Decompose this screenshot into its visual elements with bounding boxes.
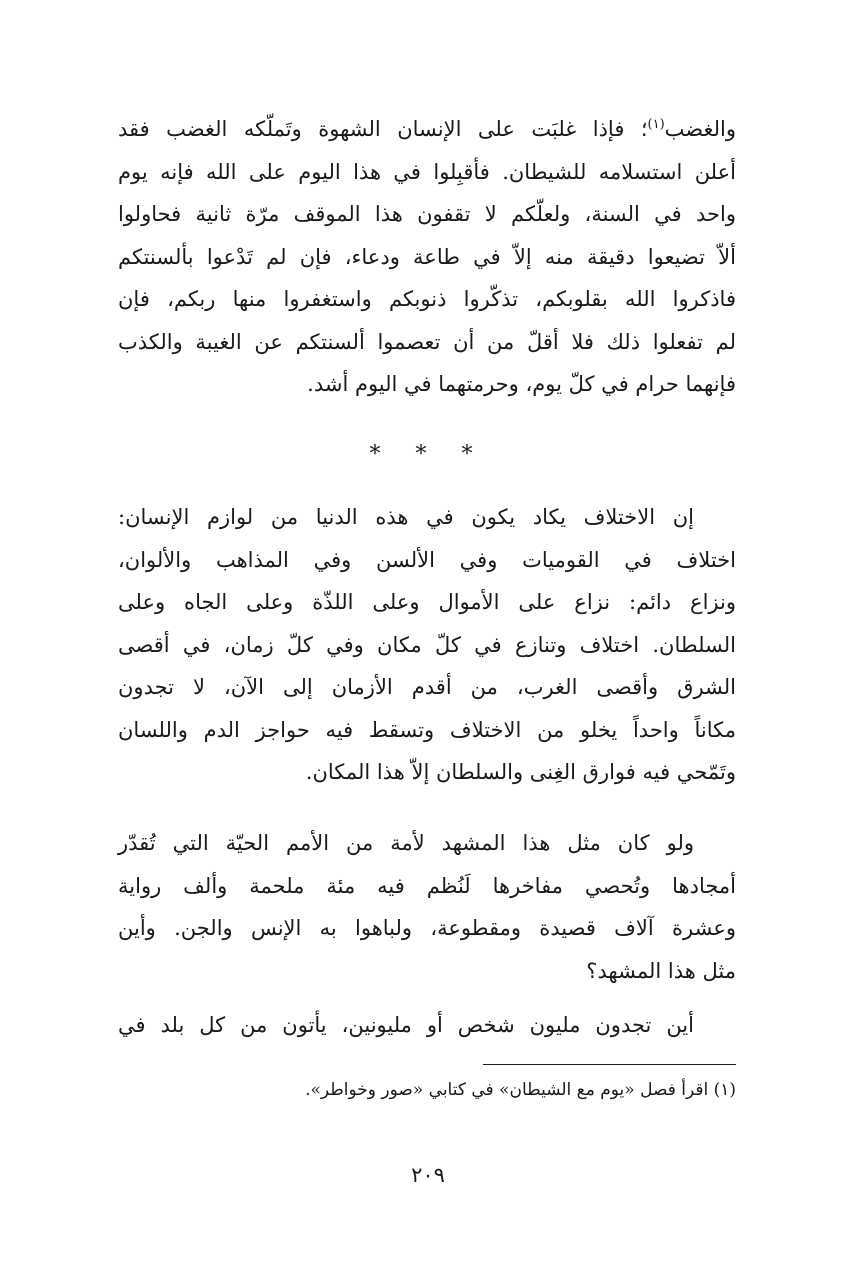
paragraph-3-line: وعشرة آلاف قصيدة ومقطوعة، ولباهوا به الإنس والجن. وأين bbox=[118, 916, 736, 940]
paragraph-2-line: ونزاع دائم: نزاع على الأموال وعلى اللذّة وعلى الجاه وعلى bbox=[118, 590, 736, 614]
paragraph-2-line: مكاناً واحداً يخلو من الاختلاف وتسقط فيه حواجز الدم واللسان bbox=[118, 717, 736, 742]
paragraph-2-line: وتَمّحي فيه فوارق الغِنى والسلطان إلاّ هذا المكان. bbox=[305, 760, 736, 784]
paragraph-1-line: ألاّ تضيعوا دقيقة منه إلاّ في طاعة ودعاء، فإن لم تَدْعوا بألسنتكم bbox=[118, 244, 736, 269]
paragraph-1-line: واحد في السنة، ولعلّكم لا تقفون هذا الموقف مرّة ثانية فحاولوا bbox=[118, 202, 736, 226]
footnote: (١) اقرأ فصل «يوم مع الشيطان» في كتابي «صور وخواطر». bbox=[305, 1080, 736, 1100]
footnote-divider bbox=[483, 1064, 736, 1065]
paragraph-3-line: ولو كان مثل هذا المشهد لأمة من الأمم الحيّة التي تُقدّر bbox=[118, 831, 694, 855]
paragraph-1 bbox=[118, 108, 736, 406]
paragraph-1-line: لم تفعلوا ذلك فلا أقلّ من أن تعصموا ألسنتكم عن الغيبة والكذب bbox=[118, 329, 736, 354]
paragraph-3-line: مثل هذا المشهد؟ bbox=[586, 958, 736, 983]
paragraph-2-line: الشرق وأقصى الغرب، من أقدم الأزمان إلى الآن، لا تجدون bbox=[118, 675, 736, 699]
paragraph-2-line: إن الاختلاف يكاد يكون في هذه الدنيا من لوازم الإنسان: bbox=[118, 505, 694, 529]
paragraph-4 bbox=[118, 1004, 736, 1047]
paragraph-4-line: أين تجدون مليون شخص أو مليونين، يأتون من كل بلد في bbox=[118, 1013, 694, 1037]
paragraph-2-line: السلطان. اختلاف وتنازع في كلّ مكان وفي كلّ زمان، في أقصى bbox=[118, 632, 736, 657]
paragraph-2 bbox=[118, 496, 736, 794]
paragraph-1-line: والغضب$^{(١)}$؛ فإذا غلبَت على الإنسان الشهوة وتَملّكه الغضب فقد bbox=[118, 117, 736, 141]
page-number: ٢٠٩ bbox=[411, 1163, 445, 1187]
paragraph-1-line: فاذكروا الله بقلوبكم، تذكّروا ذنوبكم واستغفروا منها ربكم، فإن bbox=[118, 287, 736, 311]
section-separator: * * * bbox=[369, 442, 487, 467]
paragraph-3-line: أمجادها وتُحصي مفاخرها لَنُظم فيه مئة ملحمة وألف رواية bbox=[118, 873, 736, 898]
paragraph-3 bbox=[118, 822, 736, 992]
paragraph-1-line: فإنهما حرام في كلّ يوم، وحرمتهما في اليوم أشد. bbox=[307, 372, 736, 396]
paragraph-1-line: أعلن استسلامه للشيطان. فأقبِلوا في هذا اليوم على الله فإنه يوم bbox=[118, 159, 736, 184]
footnote-reference: (١) bbox=[647, 117, 665, 132]
paragraph-2-line: اختلاف في القوميات وفي الألسن وفي المذاهب والألوان، bbox=[118, 547, 736, 572]
